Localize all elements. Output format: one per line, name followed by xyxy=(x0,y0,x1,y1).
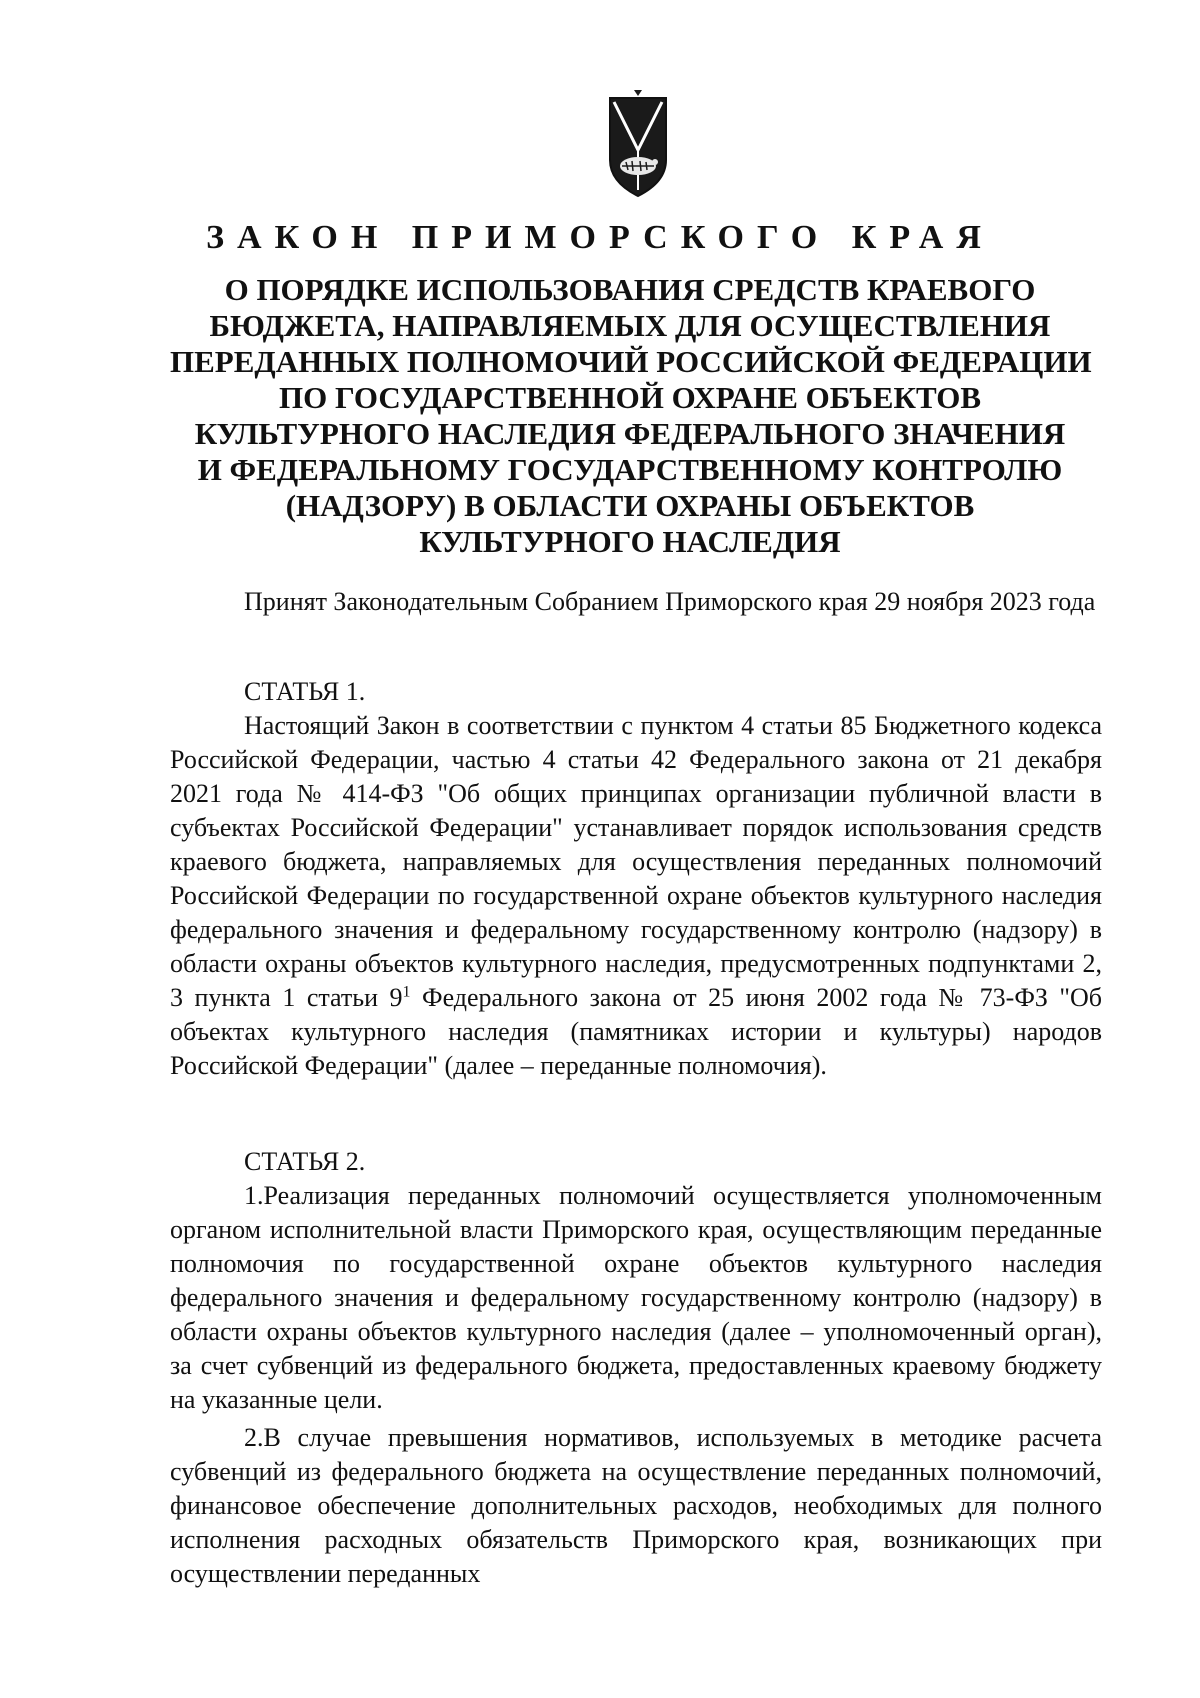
article-2-paragraph-1: 1.Реализация переданных полномочий осуществляется уполномоченным органом исполнительной власти Приморского края, осуществляющим переданные полномочия по государственной охране объектов культурного наследия федерального значения и федеральному государственному контролю (надзору) в области охраны объектов культурного наследия (далее – уполномоченный орган), за счет субвенций из федерального бюджета, предоставленных краевому бюджету на указанные цели. xyxy=(170,1181,1102,1414)
adoption-text: Принят Законодательным Собранием Приморского края 29 ноября 2023 года xyxy=(244,587,1096,616)
article-1-text-continued: Федерального закона от 25 июня 2002 года № 73-ФЗ "Об объектах культурного наследия (памятниках истории и культуры) народов Российской Федерации" (далее – переданные полномочия). xyxy=(170,983,1103,1080)
article-1-heading: СТАТЬЯ 1. xyxy=(244,677,366,706)
law-title-line: ПО ГОСУДАРСТВЕННОЙ ОХРАНЕ ОБЪЕКТОВ xyxy=(279,380,981,415)
law-heading: ЗАКОН ПРИМОРСКОГО КРАЯ xyxy=(206,219,994,256)
law-title xyxy=(170,272,1090,560)
law-title-line: КУЛЬТУРНОГО НАСЛЕДИЯ ФЕДЕРАЛЬНОГО ЗНАЧЕНИЯ xyxy=(194,416,1066,451)
article-2 xyxy=(170,1145,1102,1591)
law-title-line: (НАДЗОРУ) В ОБЛАСТИ ОХРАНЫ ОБЪЕКТОВ xyxy=(285,488,975,523)
article-1-paragraph xyxy=(170,709,1102,1083)
article-1 xyxy=(170,675,1102,1083)
article-1-text: Настоящий Закон в соответствии с пунктом 4 статьи 85 Бюджетного кодекса Российской Федерации, частью 4 статьи 42 Федерального закона от 21 декабря 2021 года № 414-ФЗ "Об общих принципах организации публичной власти в субъектах Российской Федерации" устанавливает порядок использования средств краевого бюджета, направляемых для осуществления переданных полномочий Российской Федерации по государственной охране объектов культурного наследия федерального значения и федеральному государственному контролю (надзору) в области охраны объектов культурного наследия, предусмотренных подпунктами 2, 3 пункта 1 статьи 9 xyxy=(170,711,1102,1012)
law-title-line: БЮДЖЕТА, НАПРАВЛЯЕМЫХ ДЛЯ ОСУЩЕСТВЛЕНИЯ xyxy=(209,308,1051,343)
coat-of-arms-emblem xyxy=(600,90,676,202)
law-title-line: И ФЕДЕРАЛЬНОМУ ГОСУДАРСТВЕННОМУ КОНТРОЛЮ xyxy=(197,452,1063,487)
article-2-heading: СТАТЬЯ 2. xyxy=(244,1147,366,1176)
law-title-line: ПЕРЕДАННЫХ ПОЛНОМОЧИЙ РОССИЙСКОЙ ФЕДЕРАЦИИ xyxy=(170,344,1092,379)
law-title-line: КУЛЬТУРНОГО НАСЛЕДИЯ xyxy=(419,524,841,559)
article-2-paragraph-2: 2.В случае превышения нормативов, используемых в методике расчета субвенций из федерального бюджета на осуществление переданных полномочий, финансовое обеспечение дополнительных расходов, необходимых для полного исполнения расходных обязательств Приморского края, возникающих при осуществлении переданных xyxy=(170,1423,1102,1588)
adoption-note xyxy=(170,585,1102,619)
law-title-line: О ПОРЯДКЕ ИСПОЛЬЗОВАНИЯ СРЕДСТВ КРАЕВОГО xyxy=(224,272,1036,307)
article-1-superscript: 1 xyxy=(402,983,411,1001)
